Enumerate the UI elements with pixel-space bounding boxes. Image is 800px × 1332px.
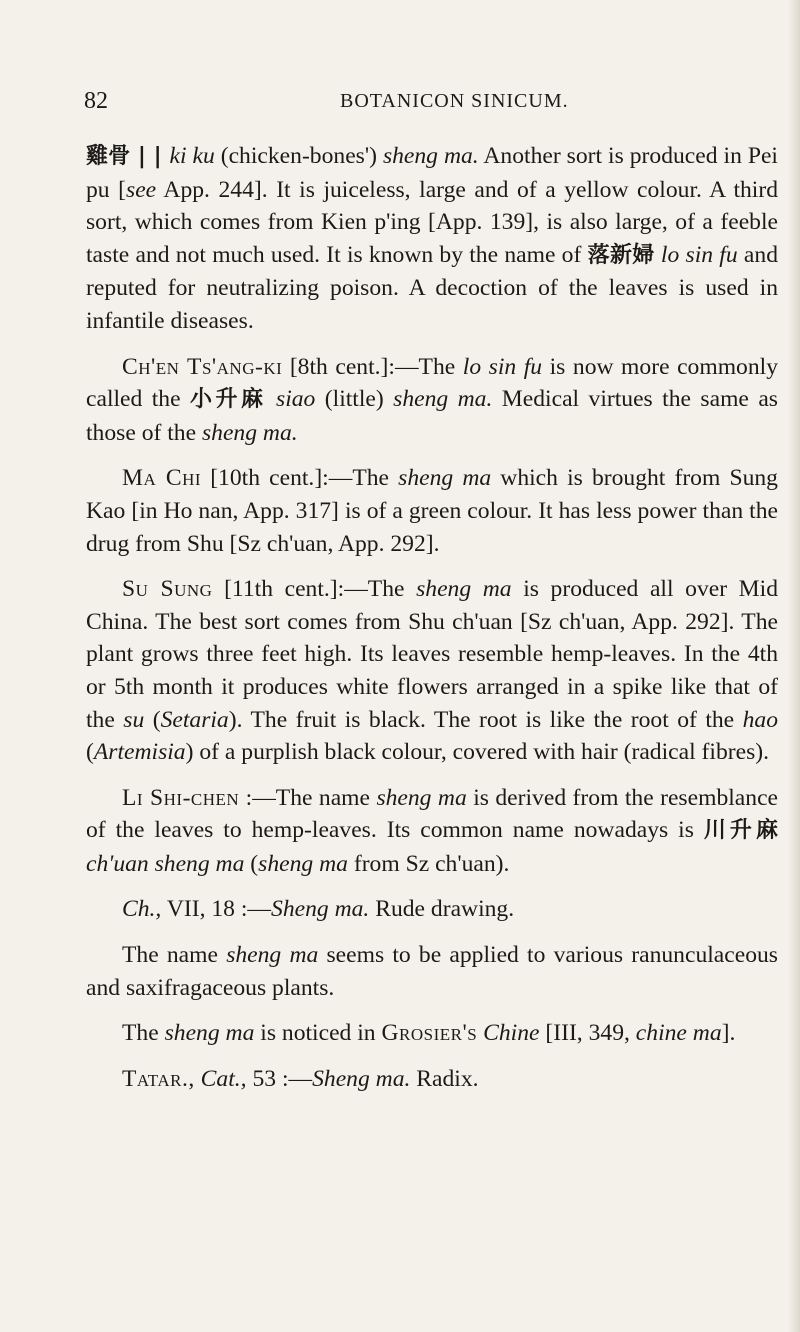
- text-run: (: [86, 739, 94, 766]
- chinese-characters: 雞骨: [86, 144, 131, 169]
- italic-run: sheng ma: [416, 576, 512, 603]
- italic-run: Sheng ma.: [312, 1065, 411, 1092]
- italic-run: su: [123, 706, 145, 733]
- text-run: from Sz ch'uan).: [347, 850, 510, 877]
- chinese-characters: | |: [130, 144, 170, 169]
- paragraph-p2: [86, 351, 778, 450]
- italic-run: sheng ma.: [201, 419, 298, 446]
- italic-run: sheng ma.: [393, 386, 493, 413]
- text-run: and reputed for neutralizing poison. A decoction of the leaves is used in infantile diseases.: [86, 241, 778, 334]
- text-run: [267, 386, 276, 412]
- italic-run: Artemisia: [93, 739, 186, 766]
- text-run: VII, 18 :—: [161, 896, 272, 923]
- text-run: [11th cent.]:—The: [212, 576, 417, 603]
- italic-run: ch'uan sheng ma: [86, 850, 245, 877]
- paragraph-p7: [86, 939, 778, 1004]
- italic-run: Chine: [483, 1020, 540, 1047]
- text-run: [8th cent.]:—The: [282, 353, 463, 380]
- italic-run: sheng ma: [226, 942, 319, 969]
- paragraph-p8: [86, 1017, 778, 1050]
- text-run: is now more commonly called the: [86, 353, 778, 413]
- italic-run: Sheng ma.: [271, 896, 370, 923]
- italic-run: sheng ma: [398, 465, 492, 492]
- text-run: (: [144, 706, 161, 733]
- text-run: 53 :—: [246, 1065, 313, 1092]
- text-run: ) of a purplish black colour, covered with hair (radical fibres).: [185, 739, 770, 766]
- text-run: which is brought from Sung Kao [in Ho nan, App. 317] is of a green colour. It has less power than the drug from Shu [Sz ch'uan, App. 292].: [86, 465, 778, 557]
- body-text: [86, 140, 778, 1108]
- text-run: is produced all over Mid China. The best sort comes from Shu ch'uan [Sz ch'uan, App. 292]. The plant grows three feet high. Its leaves resemble hemp-leaves. In the 4th or 5th month it produces white flowers arranged in a spike like that of the: [86, 576, 779, 733]
- text-run: App. 244]. It is juiceless, large and of a yellow colour. A third sort, which comes from Kien p'ing [App. 139], is also large, of a feeble taste and not much used. It is known by the name of: [86, 176, 779, 268]
- italic-run: ki ku: [169, 143, 215, 169]
- paragraph-p5: [86, 782, 778, 881]
- text-run: is derived from the resemblance of the leaves to hemp-leaves. Its common name nowadays is: [86, 784, 779, 844]
- text-run: The: [122, 1020, 165, 1047]
- text-run: :—The name: [239, 784, 377, 811]
- italic-run: Ch.,: [122, 896, 162, 923]
- italic-run: Cat.,: [200, 1065, 247, 1092]
- text-run: seems to be applied to various ranunculaceous and saxifragaceous plants.: [86, 942, 778, 1001]
- text-run: ].: [721, 1020, 736, 1047]
- paragraph-p9: [86, 1063, 778, 1096]
- paragraph-p3: [86, 462, 778, 560]
- italic-run: sheng ma.: [382, 143, 479, 169]
- small-caps-name: Su Sung: [122, 576, 213, 603]
- text-run: Rude drawing.: [369, 896, 515, 923]
- text-run: Medical virtues the same as those of the: [86, 386, 778, 446]
- italic-run: chine ma: [635, 1020, 722, 1047]
- text-run: Another sort is produced in Pei pu [: [86, 143, 778, 203]
- paragraph-p6: [86, 893, 778, 926]
- small-caps-name: Grosier's: [381, 1020, 478, 1047]
- text-run: (little): [315, 386, 394, 413]
- italic-run: sheng ma: [376, 784, 467, 811]
- small-caps-name: Tatar.,: [122, 1065, 195, 1092]
- italic-run: Setaria: [160, 706, 229, 733]
- small-caps-name: Ma Chi: [122, 465, 202, 492]
- text-run: [III, 349,: [539, 1020, 636, 1047]
- running-head: [0, 88, 800, 118]
- italic-run: siao: [276, 386, 316, 413]
- running-title: BOTANICON SINICUM.: [340, 90, 569, 112]
- italic-run: lo sin fu: [660, 241, 738, 268]
- page-edge: [788, 0, 800, 1332]
- italic-run: see: [126, 176, 157, 203]
- italic-run: hao: [742, 706, 778, 733]
- chinese-characters: 落新婦: [587, 242, 655, 268]
- italic-run: sheng ma: [258, 850, 348, 877]
- text-run: is noticed in: [254, 1020, 382, 1047]
- italic-run: sheng ma: [164, 1020, 255, 1047]
- text-run: (: [244, 850, 259, 877]
- text-run: (chicken-bones'): [214, 143, 383, 169]
- text-run: Radix.: [410, 1065, 479, 1092]
- small-caps-name: Li Shi-chen: [122, 784, 240, 811]
- page-number: 82: [84, 88, 108, 114]
- small-caps-name: Ch'en Ts'ang-ki: [122, 353, 283, 380]
- paragraph-p1: [86, 140, 778, 338]
- text-run: ). The fruit is black. The root is like the root of the: [228, 706, 743, 733]
- paragraph-p4: [86, 573, 778, 769]
- italic-run: lo sin fu: [462, 353, 543, 380]
- text-run: The name: [122, 942, 227, 969]
- chinese-characters: 小升麻: [190, 387, 267, 413]
- text-run: [10th cent.]:—The: [201, 465, 399, 492]
- chinese-characters: 川升麻: [703, 818, 778, 844]
